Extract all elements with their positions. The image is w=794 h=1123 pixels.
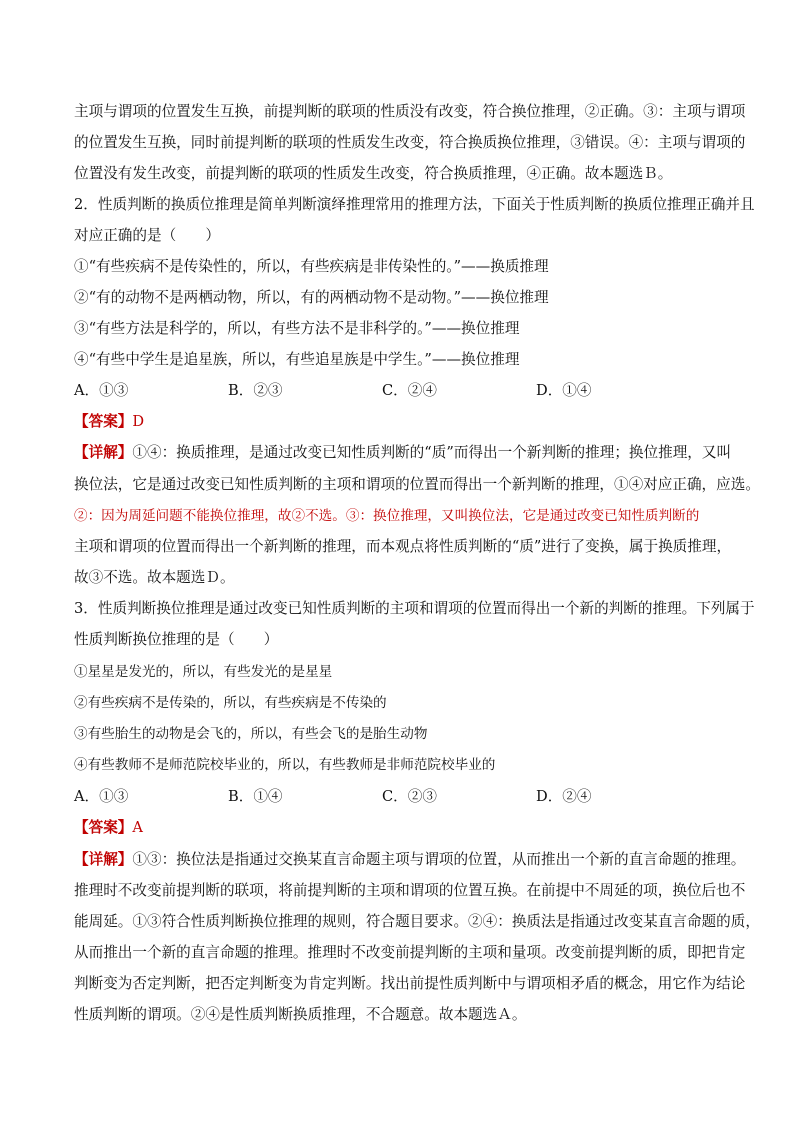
q3-item: ③有些胎生的动物是会飞的，所以，有些会飞的是胎生动物	[74, 726, 428, 742]
detail-label: 【详解】	[74, 851, 133, 868]
q3-detail-line: 从而推出一个新的直言命题的推理。推理时不改变前提判断的主项和量项。改变前提判断的质，即把肯定	[74, 944, 746, 961]
q2-stem: 对应正确的是（ ）	[74, 227, 220, 244]
detail-label: 【详解】	[74, 444, 133, 461]
q1-explanation-line: 的位置发生互换，同时前提判断的联项的性质发生改变，符合换质换位推理，③错误。④：主项与谓项的	[74, 134, 746, 151]
q3-item: ②有些疾病不是传染的，所以，有些疾病是不传染的	[74, 695, 387, 711]
q2-detail-line: 故③不选。故本题选Ｄ。	[74, 569, 235, 586]
answer-value: A	[132, 819, 143, 836]
q3-detail-line	[74, 849, 745, 871]
detail-text: ①③：换位法是指通过交换某直言命题主项与谓项的位置，从而推出一个新的直言命题的推理。	[132, 851, 746, 868]
q3-detail-line: 能周延。①③符合性质判断换位推理的规则，符合题目要求。②④：换质法是指通过改变某直言命题的质，	[74, 913, 760, 930]
q2-item: ④“有些中学生是追星族，所以，有些追星族是中学生。”——换位推理	[74, 351, 520, 368]
q3-detail-line: 性质判断的谓项。②④是性质判断换质推理，不合题意。故本题选Ａ。	[74, 1006, 527, 1023]
q3-item: ①星星是发光的，所以，有些发光的是星星	[74, 664, 333, 680]
q3-detail-line: 推理时不改变前提判断的联项，将前提判断的主项和谓项的位置互换。在前提中不周延的项，换位后也不	[74, 882, 746, 899]
answer-label: 【答案】	[74, 413, 133, 430]
q2-item: ①“有些疾病不是传染性的，所以，有些疾病是非传染性的。”——换质推理	[74, 258, 549, 275]
q2-item: ③“有些方法是科学的，所以，有些方法不是非科学的。”——换位推理	[74, 320, 520, 337]
answer-value: D	[132, 413, 145, 430]
q2-detail-line	[74, 442, 731, 464]
q1-explanation-line: 位置没有发生改变，前提判断的联项的性质发生改变，符合换质推理，④正确。故本题选Ｂ。	[74, 165, 673, 182]
q1-explanation-line: 主项与谓项的位置发生互换，前提判断的联项的性质没有改变，符合换位推理，②正确。③：主项与谓项	[74, 103, 746, 120]
q3-option-b: B．①④	[228, 788, 283, 805]
q2-stem: 2．性质判断的换质位推理是简单判断演绎推理常用的推理方法，下面关于性质判断的换质位推理正确并且	[74, 196, 755, 213]
q2-detail-line: ②：因为周延问题不能换位推理，故②不选。③：换位推理，又叫换位法，它是通过改变已知性质判断的	[74, 508, 700, 524]
q3-detail-line: 判断变为否定判断，把否定判断变为肯定判断。找出前提性质判断中与谓项相矛盾的概念，用它作为结论	[74, 975, 746, 992]
answer-label: 【答案】	[74, 819, 133, 836]
q3-option-c: C．②③	[382, 788, 437, 805]
q3-option-a: A．①③	[74, 788, 129, 805]
q2-detail-line: 主项和谓项的位置而得出一个新判断的推理，而本观点将性质判断的“质”进行了变换，属于换质推理，	[74, 538, 732, 555]
detail-text: ①④：换质推理，是通过改变已知性质判断的“质”而得出一个新判断的推理；换位推理，又叫	[132, 444, 732, 461]
q3-answer	[74, 817, 143, 839]
q3-option-d: D．②④	[536, 788, 592, 805]
q2-option-b: B．②③	[228, 382, 283, 399]
q2-option-d: D．①④	[536, 382, 592, 399]
q2-option-a: A．①③	[74, 382, 129, 399]
q2-option-c: C．②④	[382, 382, 437, 399]
q2-answer	[74, 411, 144, 433]
q3-stem: 性质判断换位推理的是（ ）	[74, 631, 279, 648]
q3-stem: 3．性质判断换位推理是通过改变已知性质判断的主项和谓项的位置而得出一个新的判断的推理。下列属于	[74, 600, 755, 617]
q2-detail-line: 换位法，它是通过改变已知性质判断的主项和谓项的位置而得出一个新判断的推理，①④对应正确，应选。	[74, 476, 760, 493]
q2-item: ②“有的动物不是两栖动物，所以，有的两栖动物不是动物。”——换位推理	[74, 289, 549, 306]
q3-item: ④有些教师不是师范院校毕业的，所以，有些教师是非师范院校毕业的	[74, 757, 496, 773]
